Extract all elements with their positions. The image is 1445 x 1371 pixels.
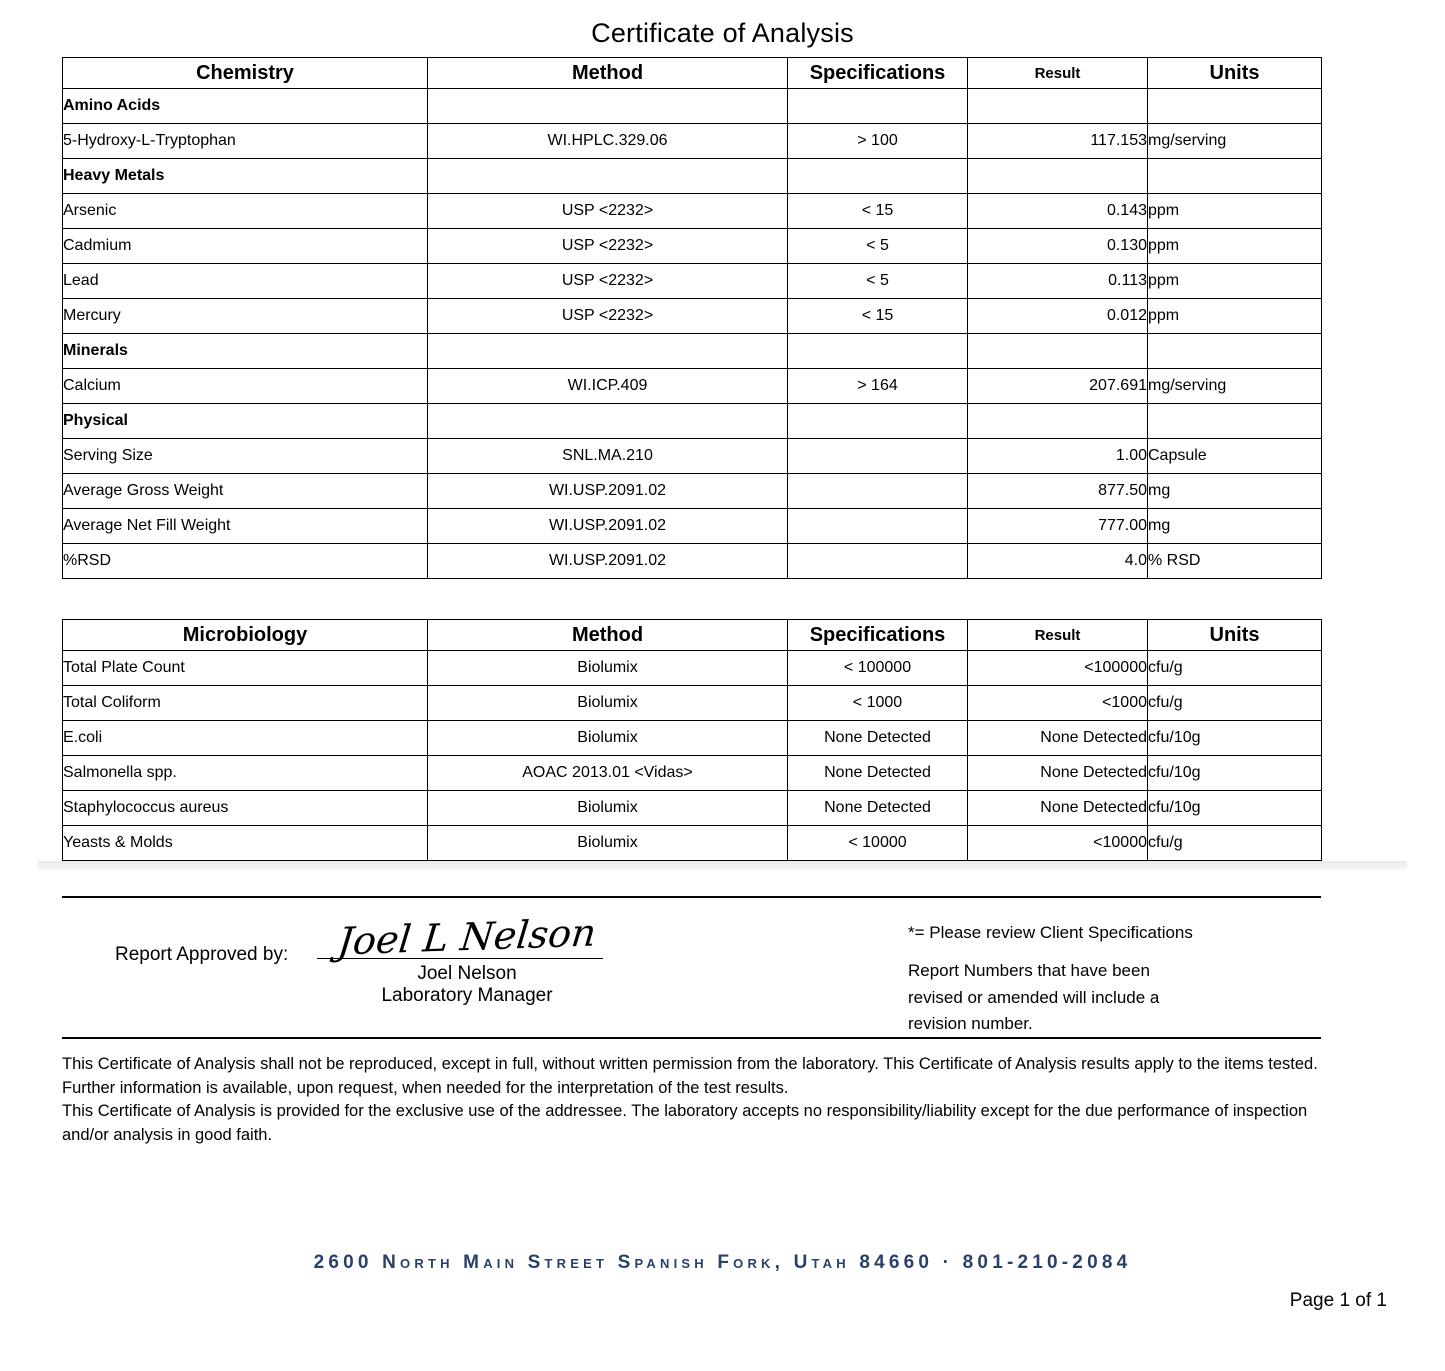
cell-units: Capsule xyxy=(1148,439,1322,474)
cell-specification xyxy=(788,439,968,474)
cell-method: SNL.MA.210 xyxy=(428,439,788,474)
table-row xyxy=(63,194,1322,229)
cell-analyte: Amino Acids xyxy=(63,89,428,124)
cell-method: Biolumix xyxy=(428,791,788,826)
microbiology-header-method: Method xyxy=(428,620,788,651)
cell-method xyxy=(428,334,788,369)
cell-analyte: Total Plate Count xyxy=(63,651,428,686)
chemistry-table-head xyxy=(63,58,1322,89)
table-row xyxy=(63,299,1322,334)
cell-units: cfu/g xyxy=(1148,651,1322,686)
cell-specification: < 100000 xyxy=(788,651,968,686)
microbiology-header-result: Result xyxy=(968,620,1148,651)
cell-specification xyxy=(788,544,968,579)
cell-method: USP <2232> xyxy=(428,229,788,264)
chemistry-table-body xyxy=(63,89,1322,579)
cell-result: <1000 xyxy=(968,686,1148,721)
cell-analyte: Salmonella spp. xyxy=(63,756,428,791)
cell-method: Biolumix xyxy=(428,826,788,861)
chemistry-header-units: Units xyxy=(1148,58,1322,89)
cell-specification xyxy=(788,474,968,509)
cell-method: USP <2232> xyxy=(428,264,788,299)
cell-units: mg xyxy=(1148,474,1322,509)
legal-paragraph-1: This Certificate of Analysis shall not be reproduced, except in full, without written permission from the laboratory. This Certificate of Analysis results apply to the items tested. Further information is available, upon request, when needed for the interpretation of the test results. xyxy=(62,1055,1318,1097)
cell-units: mg/serving xyxy=(1148,369,1322,404)
cell-units: mg xyxy=(1148,509,1322,544)
cell-units xyxy=(1148,404,1322,439)
table-row xyxy=(63,439,1322,474)
cell-result: 0.113 xyxy=(968,264,1148,299)
chemistry-table xyxy=(62,57,1322,579)
legal-disclaimer xyxy=(62,1037,1321,1147)
table-row xyxy=(63,651,1322,686)
cell-analyte: Arsenic xyxy=(63,194,428,229)
cell-analyte: Physical xyxy=(63,404,428,439)
cell-method: WI.USP.2091.02 xyxy=(428,474,788,509)
cell-units: cfu/10g xyxy=(1148,756,1322,791)
chemistry-header-spec: Specifications xyxy=(788,58,968,89)
cell-method: Biolumix xyxy=(428,651,788,686)
cell-units: cfu/g xyxy=(1148,686,1322,721)
cell-result xyxy=(968,334,1148,369)
table-row xyxy=(63,826,1322,861)
cell-units: ppm xyxy=(1148,299,1322,334)
cell-analyte: Serving Size xyxy=(63,439,428,474)
approval-note-2: revised or amended will include a xyxy=(908,987,1160,1007)
approval-notes xyxy=(842,920,1321,1037)
cell-specification xyxy=(788,89,968,124)
cell-method xyxy=(428,404,788,439)
cell-analyte: Average Gross Weight xyxy=(63,474,428,509)
page-number: Page 1 of 1 xyxy=(1289,1290,1387,1311)
microbiology-header-row xyxy=(63,620,1322,651)
table-row xyxy=(63,474,1322,509)
microbiology-table-wrapper xyxy=(62,619,1383,861)
cell-method xyxy=(428,89,788,124)
cell-result: 877.50 xyxy=(968,474,1148,509)
approval-label: Report Approved by: xyxy=(115,944,289,965)
cell-analyte: Mercury xyxy=(63,299,428,334)
cell-analyte: Lead xyxy=(63,264,428,299)
cell-result xyxy=(968,159,1148,194)
microbiology-header-spec: Specifications xyxy=(788,620,968,651)
cell-units: ppm xyxy=(1148,264,1322,299)
cell-specification: None Detected xyxy=(788,756,968,791)
cell-analyte: %RSD xyxy=(63,544,428,579)
approval-note-1: Report Numbers that have been xyxy=(908,961,1150,981)
cell-specification: < 15 xyxy=(788,299,968,334)
cell-analyte: Minerals xyxy=(63,334,428,369)
table-row xyxy=(63,124,1322,159)
cell-units: cfu/g xyxy=(1148,826,1322,861)
cell-result: 0.143 xyxy=(968,194,1148,229)
cell-specification xyxy=(788,159,968,194)
cell-units: cfu/10g xyxy=(1148,791,1322,826)
cell-analyte: 5-Hydroxy-L-Tryptophan xyxy=(63,124,428,159)
cell-units xyxy=(1148,159,1322,194)
cell-result: 1.00 xyxy=(968,439,1148,474)
cell-result: None Detected xyxy=(968,756,1148,791)
cell-method: WI.ICP.409 xyxy=(428,369,788,404)
table-row xyxy=(63,369,1322,404)
cell-result: <10000 xyxy=(968,826,1148,861)
approval-note-0: *= Please review Client Specifications xyxy=(908,923,1193,942)
cell-result xyxy=(968,404,1148,439)
cell-result: None Detected xyxy=(968,721,1148,756)
cell-method: USP <2232> xyxy=(428,194,788,229)
table-row xyxy=(63,756,1322,791)
microbiology-table xyxy=(62,619,1322,861)
chemistry-table-wrapper xyxy=(62,57,1383,579)
cell-units: cfu/10g xyxy=(1148,721,1322,756)
cell-method: Biolumix xyxy=(428,686,788,721)
cell-result: 777.00 xyxy=(968,509,1148,544)
cell-method: Biolumix xyxy=(428,721,788,756)
cell-method: WI.HPLC.329.06 xyxy=(428,124,788,159)
table-group-row xyxy=(63,404,1322,439)
microbiology-header-name: Microbiology xyxy=(63,620,428,651)
table-row xyxy=(63,791,1322,826)
cell-analyte: Calcium xyxy=(63,369,428,404)
table-group-row xyxy=(63,334,1322,369)
table-row xyxy=(63,229,1322,264)
cell-specification: < 15 xyxy=(788,194,968,229)
cell-method: USP <2232> xyxy=(428,299,788,334)
cell-result xyxy=(968,89,1148,124)
cell-result: None Detected xyxy=(968,791,1148,826)
cell-specification xyxy=(788,509,968,544)
cell-analyte: Staphylococcus aureus xyxy=(63,791,428,826)
cell-specification: None Detected xyxy=(788,721,968,756)
cell-method xyxy=(428,159,788,194)
cell-method: WI.USP.2091.02 xyxy=(428,544,788,579)
cell-result: 0.130 xyxy=(968,229,1148,264)
cell-analyte: Total Coliform xyxy=(63,686,428,721)
cell-units: mg/serving xyxy=(1148,124,1322,159)
chemistry-header-result: Result xyxy=(968,58,1148,89)
table-row xyxy=(63,721,1322,756)
table-group-row xyxy=(63,89,1322,124)
chemistry-header-row xyxy=(63,58,1322,89)
cell-analyte: Average Net Fill Weight xyxy=(63,509,428,544)
page-title: Certificate of Analysis xyxy=(591,18,854,48)
cell-specification: < 5 xyxy=(788,264,968,299)
cell-result: <100000 xyxy=(968,651,1148,686)
cell-specification: < 10000 xyxy=(788,826,968,861)
cell-units xyxy=(1148,334,1322,369)
approval-note-3: revision number. xyxy=(908,1014,1033,1034)
table-row xyxy=(63,509,1322,544)
microbiology-header-units: Units xyxy=(1148,620,1322,651)
cell-specification: < 1000 xyxy=(788,686,968,721)
microbiology-table-head xyxy=(63,620,1322,651)
chemistry-header-method: Method xyxy=(428,58,788,89)
cell-result: 4.0 xyxy=(968,544,1148,579)
page-shadow-divider xyxy=(38,861,1407,870)
cell-units: ppm xyxy=(1148,194,1322,229)
cell-specification: None Detected xyxy=(788,791,968,826)
cell-units: % RSD xyxy=(1148,544,1322,579)
cell-specification xyxy=(788,334,968,369)
approval-section xyxy=(62,896,1321,1037)
cell-method: WI.USP.2091.02 xyxy=(428,509,788,544)
cell-units: ppm xyxy=(1148,229,1322,264)
cell-method: AOAC 2013.01 <Vidas> xyxy=(428,756,788,791)
microbiology-table-body xyxy=(63,651,1322,861)
cell-specification: < 5 xyxy=(788,229,968,264)
cell-units xyxy=(1148,89,1322,124)
signature-block xyxy=(317,910,617,1007)
approval-left xyxy=(62,910,842,1037)
cell-result: 207.691 xyxy=(968,369,1148,404)
cell-specification: > 100 xyxy=(788,124,968,159)
cell-specification: > 164 xyxy=(788,369,968,404)
cell-analyte: E.coli xyxy=(63,721,428,756)
table-row xyxy=(63,264,1322,299)
approver-role: Laboratory Manager xyxy=(381,985,553,1006)
legal-paragraph-2: This Certificate of Analysis is provided for the exclusive use of the addressee. The laboratory accepts no responsibility/liability except for the due performance of inspection and/or analysis in good faith. xyxy=(62,1102,1308,1144)
cell-result: 0.012 xyxy=(968,299,1148,334)
cell-analyte: Heavy Metals xyxy=(63,159,428,194)
table-row xyxy=(63,686,1322,721)
approver-name: Joel Nelson xyxy=(417,963,517,984)
table-group-row xyxy=(63,159,1322,194)
cell-analyte: Cadmium xyxy=(63,229,428,264)
chemistry-header-name: Chemistry xyxy=(63,58,428,89)
table-row xyxy=(63,544,1322,579)
footer-address: 2600 North Main Street Spanish Fork, Utah 84660 · 801-210-2084 xyxy=(313,1252,1132,1273)
cell-specification xyxy=(788,404,968,439)
cell-analyte: Yeasts & Molds xyxy=(63,826,428,861)
cell-result: 117.153 xyxy=(968,124,1148,159)
signature-image: Joel L Nelson xyxy=(335,910,599,964)
